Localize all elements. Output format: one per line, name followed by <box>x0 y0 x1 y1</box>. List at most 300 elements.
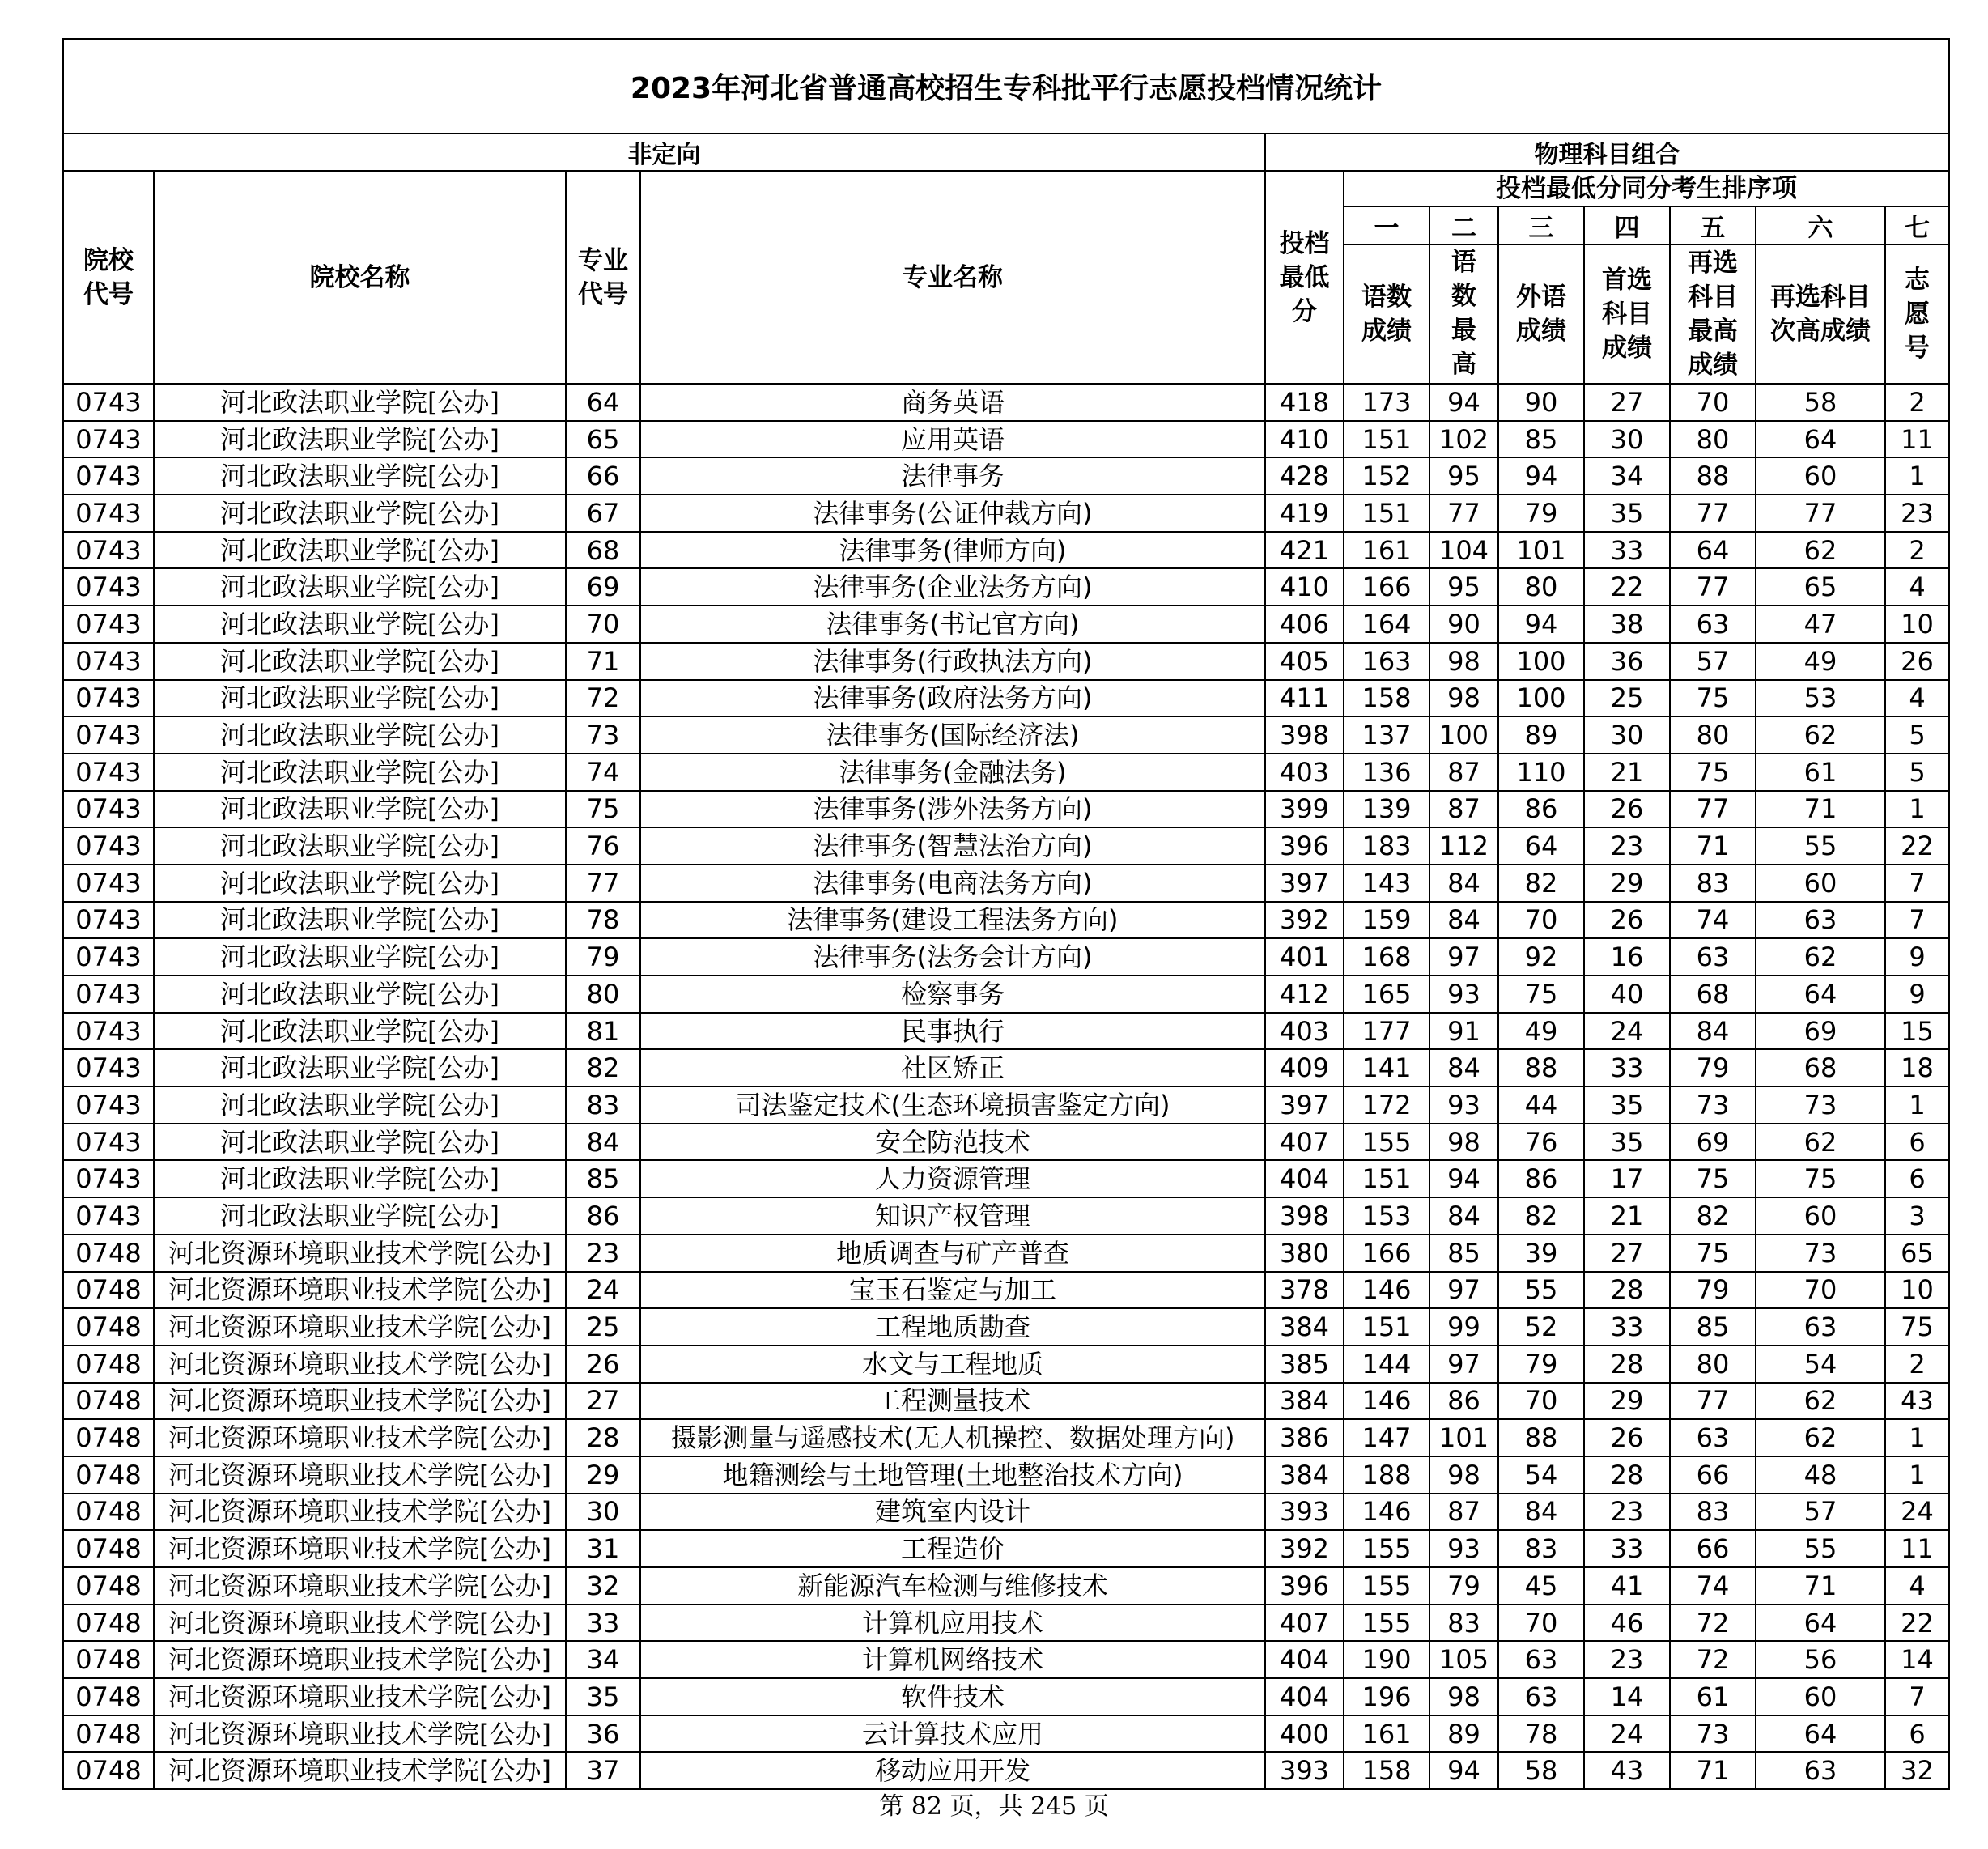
table-row <box>63 1049 1949 1086</box>
cell-school-code: 0748 <box>63 1494 154 1531</box>
cell-reelect-max-score: 57 <box>1670 643 1756 680</box>
cell-min-score: 428 <box>1265 457 1344 495</box>
cell-preference-number: 5 <box>1885 754 1949 791</box>
cell-preference-number: 2 <box>1885 532 1949 569</box>
cell-major-name: 移动应用开发 <box>640 1752 1265 1789</box>
cell-major-code: 24 <box>566 1272 640 1309</box>
cell-reelect-second-score: 47 <box>1756 606 1885 643</box>
cell-major-name: 民事执行 <box>640 1013 1265 1050</box>
cell-school-code: 0743 <box>63 384 154 421</box>
cell-school-name: 河北资源环境职业技术学院[公办] <box>154 1419 566 1456</box>
table-row <box>63 1124 1949 1161</box>
cell-major-name: 安全防范技术 <box>640 1124 1265 1161</box>
header-min-score: 投档最低分 <box>1265 171 1344 384</box>
table-row <box>63 791 1949 828</box>
cell-reelect-second-score: 63 <box>1756 1752 1885 1789</box>
cell-school-name: 河北政法职业学院[公办] <box>154 606 566 643</box>
cell-min-score: 410 <box>1265 421 1344 458</box>
cell-min-score: 407 <box>1265 1124 1344 1161</box>
cell-school-code: 0743 <box>63 1197 154 1235</box>
cell-school-code: 0743 <box>63 1086 154 1124</box>
cell-school-name: 河北资源环境职业技术学院[公办] <box>154 1308 566 1345</box>
cell-chinese-math-score: 152 <box>1344 457 1429 495</box>
header-sub-7: 志愿号 <box>1885 244 1949 384</box>
cell-foreign-lang-score: 100 <box>1498 680 1584 717</box>
cell-chinese-math-score: 163 <box>1344 643 1429 680</box>
cell-first-subject-score: 22 <box>1584 568 1670 606</box>
cell-reelect-second-score: 64 <box>1756 976 1885 1013</box>
table-row <box>63 1013 1949 1050</box>
cell-reelect-max-score: 70 <box>1670 384 1756 421</box>
cell-chinese-math-max: 98 <box>1429 680 1498 717</box>
cell-chinese-math-max: 93 <box>1429 1530 1498 1567</box>
cell-school-name: 河北政法职业学院[公办] <box>154 791 566 828</box>
cell-preference-number: 7 <box>1885 1678 1949 1715</box>
cell-chinese-math-score: 155 <box>1344 1124 1429 1161</box>
cell-chinese-math-max: 93 <box>1429 1086 1498 1124</box>
cell-chinese-math-max: 79 <box>1429 1567 1498 1605</box>
table-row <box>63 1272 1949 1309</box>
cell-first-subject-score: 23 <box>1584 1641 1670 1678</box>
cell-reelect-max-score: 68 <box>1670 976 1756 1013</box>
cell-min-score: 386 <box>1265 1419 1344 1456</box>
cell-foreign-lang-score: 78 <box>1498 1715 1584 1753</box>
cell-major-code: 25 <box>566 1308 640 1345</box>
table-row <box>63 532 1949 569</box>
cell-major-name: 工程测量技术 <box>640 1383 1265 1420</box>
cell-school-name: 河北政法职业学院[公办] <box>154 754 566 791</box>
cell-chinese-math-max: 77 <box>1429 495 1498 532</box>
cell-preference-number: 14 <box>1885 1641 1949 1678</box>
cell-chinese-math-max: 98 <box>1429 1456 1498 1494</box>
cell-first-subject-score: 28 <box>1584 1272 1670 1309</box>
cell-chinese-math-max: 100 <box>1429 716 1498 754</box>
cell-chinese-math-score: 151 <box>1344 421 1429 458</box>
cell-major-name: 法律事务(国际经济法) <box>640 716 1265 754</box>
cell-min-score: 405 <box>1265 643 1344 680</box>
cell-school-code: 0748 <box>63 1715 154 1753</box>
cell-school-code: 0743 <box>63 1124 154 1161</box>
cell-reelect-max-score: 75 <box>1670 754 1756 791</box>
cell-major-code: 23 <box>566 1235 640 1272</box>
cell-school-code: 0748 <box>63 1419 154 1456</box>
cell-foreign-lang-score: 86 <box>1498 1160 1584 1197</box>
cell-first-subject-score: 17 <box>1584 1160 1670 1197</box>
cell-reelect-max-score: 69 <box>1670 1124 1756 1161</box>
cell-major-code: 82 <box>566 1049 640 1086</box>
admission-table <box>62 38 1950 1790</box>
cell-chinese-math-score: 190 <box>1344 1641 1429 1678</box>
cell-preference-number: 11 <box>1885 1530 1949 1567</box>
cell-major-code: 71 <box>566 643 640 680</box>
cell-major-code: 67 <box>566 495 640 532</box>
cell-foreign-lang-score: 100 <box>1498 643 1584 680</box>
cell-chinese-math-score: 166 <box>1344 1235 1429 1272</box>
table-row <box>63 680 1949 717</box>
cell-first-subject-score: 24 <box>1584 1715 1670 1753</box>
cell-preference-number: 4 <box>1885 1567 1949 1605</box>
table-row <box>63 1752 1949 1789</box>
cell-foreign-lang-score: 90 <box>1498 384 1584 421</box>
cell-reelect-max-score: 79 <box>1670 1049 1756 1086</box>
report-page <box>62 38 1948 1790</box>
cell-school-name: 河北政法职业学院[公办] <box>154 976 566 1013</box>
cell-chinese-math-max: 98 <box>1429 643 1498 680</box>
table-row <box>63 1308 1949 1345</box>
cell-reelect-second-score: 65 <box>1756 568 1885 606</box>
cell-chinese-math-score: 164 <box>1344 606 1429 643</box>
cell-min-score: 392 <box>1265 902 1344 939</box>
cell-foreign-lang-score: 84 <box>1498 1494 1584 1531</box>
cell-school-name: 河北政法职业学院[公办] <box>154 384 566 421</box>
cell-min-score: 385 <box>1265 1345 1344 1383</box>
cell-chinese-math-score: 143 <box>1344 865 1429 902</box>
cell-chinese-math-score: 161 <box>1344 532 1429 569</box>
cell-foreign-lang-score: 58 <box>1498 1752 1584 1789</box>
cell-school-name: 河北资源环境职业技术学院[公办] <box>154 1678 566 1715</box>
cell-major-name: 应用英语 <box>640 421 1265 458</box>
cell-foreign-lang-score: 64 <box>1498 827 1584 865</box>
cell-first-subject-score: 28 <box>1584 1345 1670 1383</box>
cell-foreign-lang-score: 82 <box>1498 1197 1584 1235</box>
cell-school-name: 河北政法职业学院[公办] <box>154 716 566 754</box>
cell-major-code: 84 <box>566 1124 640 1161</box>
cell-reelect-second-score: 68 <box>1756 1049 1885 1086</box>
cell-school-code: 0748 <box>63 1235 154 1272</box>
cell-school-name: 河北政法职业学院[公办] <box>154 1013 566 1050</box>
cell-major-code: 30 <box>566 1494 640 1531</box>
table-row <box>63 1086 1949 1124</box>
cell-foreign-lang-score: 76 <box>1498 1124 1584 1161</box>
cell-preference-number: 10 <box>1885 1272 1949 1309</box>
cell-reelect-max-score: 79 <box>1670 1272 1756 1309</box>
cell-preference-number: 32 <box>1885 1752 1949 1789</box>
cell-chinese-math-score: 188 <box>1344 1456 1429 1494</box>
cell-first-subject-score: 35 <box>1584 495 1670 532</box>
cell-reelect-max-score: 72 <box>1670 1641 1756 1678</box>
cell-school-name: 河北政法职业学院[公办] <box>154 1086 566 1124</box>
table-row <box>63 938 1949 976</box>
cell-foreign-lang-score: 101 <box>1498 532 1584 569</box>
cell-chinese-math-max: 89 <box>1429 1715 1498 1753</box>
table-row <box>63 643 1949 680</box>
cell-first-subject-score: 41 <box>1584 1567 1670 1605</box>
cell-school-code: 0743 <box>63 865 154 902</box>
table-row <box>63 1383 1949 1420</box>
cell-school-name: 河北政法职业学院[公办] <box>154 680 566 717</box>
cell-reelect-second-score: 62 <box>1756 938 1885 976</box>
cell-school-code: 0748 <box>63 1605 154 1642</box>
cell-school-code: 0748 <box>63 1308 154 1345</box>
cell-school-name: 河北政法职业学院[公办] <box>154 568 566 606</box>
cell-min-score: 399 <box>1265 791 1344 828</box>
cell-major-name: 水文与工程地质 <box>640 1345 1265 1383</box>
cell-school-name: 河北政法职业学院[公办] <box>154 1197 566 1235</box>
cell-reelect-max-score: 63 <box>1670 938 1756 976</box>
cell-school-code: 0743 <box>63 1049 154 1086</box>
cell-major-name: 云计算技术应用 <box>640 1715 1265 1753</box>
cell-first-subject-score: 30 <box>1584 716 1670 754</box>
cell-school-name: 河北政法职业学院[公办] <box>154 902 566 939</box>
cell-chinese-math-score: 151 <box>1344 495 1429 532</box>
cell-first-subject-score: 25 <box>1584 680 1670 717</box>
cell-school-name: 河北资源环境职业技术学院[公办] <box>154 1345 566 1383</box>
cell-first-subject-score: 28 <box>1584 1456 1670 1494</box>
cell-foreign-lang-score: 70 <box>1498 1605 1584 1642</box>
cell-preference-number: 65 <box>1885 1235 1949 1272</box>
page-footer: 第 82 页，共 245 页 <box>879 1792 1109 1821</box>
cell-chinese-math-score: 141 <box>1344 1049 1429 1086</box>
cell-min-score: 404 <box>1265 1678 1344 1715</box>
cell-preference-number: 5 <box>1885 716 1949 754</box>
cell-first-subject-score: 26 <box>1584 902 1670 939</box>
cell-reelect-second-score: 48 <box>1756 1456 1885 1494</box>
cell-chinese-math-max: 98 <box>1429 1124 1498 1161</box>
cell-first-subject-score: 23 <box>1584 827 1670 865</box>
cell-preference-number: 2 <box>1885 1345 1949 1383</box>
cell-foreign-lang-score: 63 <box>1498 1678 1584 1715</box>
cell-school-name: 河北政法职业学院[公办] <box>154 938 566 976</box>
cell-reelect-max-score: 83 <box>1670 865 1756 902</box>
cell-preference-number: 1 <box>1885 1086 1949 1124</box>
cell-min-score: 384 <box>1265 1456 1344 1494</box>
cell-foreign-lang-score: 75 <box>1498 976 1584 1013</box>
cell-school-code: 0743 <box>63 421 154 458</box>
table-row <box>63 1530 1949 1567</box>
cell-reelect-second-score: 60 <box>1756 865 1885 902</box>
cell-chinese-math-score: 146 <box>1344 1383 1429 1420</box>
cell-major-name: 法律事务(电商法务方向) <box>640 865 1265 902</box>
header-sub-3: 外语成绩 <box>1498 244 1584 384</box>
cell-chinese-math-max: 84 <box>1429 865 1498 902</box>
cell-chinese-math-max: 87 <box>1429 754 1498 791</box>
cell-school-code: 0748 <box>63 1456 154 1494</box>
cell-major-code: 75 <box>566 791 640 828</box>
cell-major-code: 80 <box>566 976 640 1013</box>
cell-chinese-math-score: 196 <box>1344 1678 1429 1715</box>
cell-reelect-second-score: 49 <box>1756 643 1885 680</box>
cell-preference-number: 7 <box>1885 865 1949 902</box>
cell-major-name: 宝玉石鉴定与加工 <box>640 1272 1265 1309</box>
cell-major-name: 知识产权管理 <box>640 1197 1265 1235</box>
cell-reelect-second-score: 61 <box>1756 754 1885 791</box>
cell-chinese-math-score: 173 <box>1344 384 1429 421</box>
cell-reelect-max-score: 80 <box>1670 716 1756 754</box>
cell-first-subject-score: 21 <box>1584 1197 1670 1235</box>
cell-chinese-math-max: 99 <box>1429 1308 1498 1345</box>
cell-first-subject-score: 43 <box>1584 1752 1670 1789</box>
cell-reelect-max-score: 77 <box>1670 495 1756 532</box>
cell-reelect-max-score: 88 <box>1670 457 1756 495</box>
cell-school-name: 河北资源环境职业技术学院[公办] <box>154 1715 566 1753</box>
table-row <box>63 606 1949 643</box>
cell-first-subject-score: 21 <box>1584 754 1670 791</box>
cell-reelect-max-score: 61 <box>1670 1678 1756 1715</box>
cell-foreign-lang-score: 79 <box>1498 1345 1584 1383</box>
cell-major-code: 65 <box>566 421 640 458</box>
cell-min-score: 397 <box>1265 865 1344 902</box>
cell-min-score: 411 <box>1265 680 1344 717</box>
cell-chinese-math-score: 146 <box>1344 1494 1429 1531</box>
cell-first-subject-score: 30 <box>1584 421 1670 458</box>
cell-min-score: 404 <box>1265 1160 1344 1197</box>
cell-min-score: 393 <box>1265 1494 1344 1531</box>
header-major-code: 专业代号 <box>566 171 640 384</box>
cell-preference-number: 4 <box>1885 680 1949 717</box>
cell-first-subject-score: 33 <box>1584 1049 1670 1086</box>
cell-reelect-second-score: 71 <box>1756 791 1885 828</box>
header-school-name: 院校名称 <box>154 171 566 384</box>
cell-major-name: 社区矫正 <box>640 1049 1265 1086</box>
cell-school-name: 河北政法职业学院[公办] <box>154 643 566 680</box>
cell-first-subject-score: 26 <box>1584 1419 1670 1456</box>
cell-first-subject-score: 27 <box>1584 384 1670 421</box>
cell-chinese-math-score: 144 <box>1344 1345 1429 1383</box>
cell-foreign-lang-score: 49 <box>1498 1013 1584 1050</box>
cell-first-subject-score: 27 <box>1584 1235 1670 1272</box>
cell-min-score: 398 <box>1265 1197 1344 1235</box>
cell-school-name: 河北政法职业学院[公办] <box>154 1160 566 1197</box>
cell-chinese-math-max: 87 <box>1429 791 1498 828</box>
cell-foreign-lang-score: 55 <box>1498 1272 1584 1309</box>
cell-school-name: 河北资源环境职业技术学院[公办] <box>154 1752 566 1789</box>
cell-major-name: 工程地质勘查 <box>640 1308 1265 1345</box>
cell-preference-number: 11 <box>1885 421 1949 458</box>
cell-min-score: 406 <box>1265 606 1344 643</box>
cell-foreign-lang-score: 39 <box>1498 1235 1584 1272</box>
cell-min-score: 380 <box>1265 1235 1344 1272</box>
cell-major-code: 32 <box>566 1567 640 1605</box>
cell-foreign-lang-score: 70 <box>1498 1383 1584 1420</box>
cell-min-score: 404 <box>1265 1641 1344 1678</box>
cell-major-code: 64 <box>566 384 640 421</box>
header-major-name: 专业名称 <box>640 171 1265 384</box>
cell-school-code: 0743 <box>63 938 154 976</box>
cell-major-code: 66 <box>566 457 640 495</box>
table-row <box>63 902 1949 939</box>
cell-reelect-second-score: 69 <box>1756 1013 1885 1050</box>
header-order-7: 七 <box>1885 206 1949 244</box>
header-order-1: 一 <box>1344 206 1429 244</box>
table-row <box>63 1494 1949 1531</box>
cell-major-code: 85 <box>566 1160 640 1197</box>
cell-major-name: 商务英语 <box>640 384 1265 421</box>
cell-reelect-second-score: 71 <box>1756 1567 1885 1605</box>
cell-preference-number: 6 <box>1885 1124 1949 1161</box>
cell-school-name: 河北政法职业学院[公办] <box>154 457 566 495</box>
cell-foreign-lang-score: 89 <box>1498 716 1584 754</box>
table-row <box>63 1419 1949 1456</box>
cell-first-subject-score: 35 <box>1584 1124 1670 1161</box>
cell-school-name: 河北资源环境职业技术学院[公办] <box>154 1605 566 1642</box>
cell-min-score: 393 <box>1265 1752 1344 1789</box>
cell-reelect-second-score: 60 <box>1756 1197 1885 1235</box>
cell-school-code: 0748 <box>63 1752 154 1789</box>
cell-school-name: 河北资源环境职业技术学院[公办] <box>154 1272 566 1309</box>
cell-min-score: 384 <box>1265 1308 1344 1345</box>
cell-chinese-math-max: 84 <box>1429 1197 1498 1235</box>
cell-preference-number: 7 <box>1885 902 1949 939</box>
cell-reelect-max-score: 63 <box>1670 606 1756 643</box>
cell-reelect-second-score: 55 <box>1756 1530 1885 1567</box>
cell-chinese-math-max: 94 <box>1429 1160 1498 1197</box>
cell-preference-number: 75 <box>1885 1308 1949 1345</box>
table-row <box>63 976 1949 1013</box>
cell-major-name: 法律事务(金融法务) <box>640 754 1265 791</box>
cell-chinese-math-score: 151 <box>1344 1308 1429 1345</box>
cell-chinese-math-score: 155 <box>1344 1605 1429 1642</box>
table-row <box>63 495 1949 532</box>
cell-preference-number: 1 <box>1885 1456 1949 1494</box>
cell-major-name: 法律事务(涉外法务方向) <box>640 791 1265 828</box>
cell-preference-number: 9 <box>1885 976 1949 1013</box>
cell-foreign-lang-score: 44 <box>1498 1086 1584 1124</box>
cell-major-code: 72 <box>566 680 640 717</box>
cell-min-score: 378 <box>1265 1272 1344 1309</box>
cell-foreign-lang-score: 94 <box>1498 606 1584 643</box>
table-row <box>63 1345 1949 1383</box>
cell-major-code: 34 <box>566 1641 640 1678</box>
cell-foreign-lang-score: 88 <box>1498 1049 1584 1086</box>
cell-foreign-lang-score: 82 <box>1498 865 1584 902</box>
cell-school-code: 0748 <box>63 1530 154 1567</box>
cell-major-name: 检察事务 <box>640 976 1265 1013</box>
cell-reelect-max-score: 73 <box>1670 1715 1756 1753</box>
cell-chinese-math-max: 84 <box>1429 902 1498 939</box>
cell-chinese-math-max: 102 <box>1429 421 1498 458</box>
cell-chinese-math-score: 151 <box>1344 1160 1429 1197</box>
cell-preference-number: 2 <box>1885 384 1949 421</box>
table-row <box>63 1715 1949 1753</box>
header-sub-1: 语数成绩 <box>1344 244 1429 384</box>
cell-school-code: 0743 <box>63 754 154 791</box>
cell-chinese-math-score: 136 <box>1344 754 1429 791</box>
cell-first-subject-score: 24 <box>1584 1013 1670 1050</box>
header-school-code: 院校代号 <box>63 171 154 384</box>
cell-school-name: 河北资源环境职业技术学院[公办] <box>154 1494 566 1531</box>
cell-reelect-max-score: 64 <box>1670 532 1756 569</box>
cell-foreign-lang-score: 110 <box>1498 754 1584 791</box>
cell-reelect-max-score: 82 <box>1670 1197 1756 1235</box>
cell-preference-number: 24 <box>1885 1494 1949 1531</box>
header-sub-5: 再选科目最高成绩 <box>1670 244 1756 384</box>
cell-major-name: 地质调查与矿产普查 <box>640 1235 1265 1272</box>
cell-first-subject-score: 33 <box>1584 1530 1670 1567</box>
cell-chinese-math-max: 105 <box>1429 1641 1498 1678</box>
cell-preference-number: 6 <box>1885 1715 1949 1753</box>
cell-major-name: 法律事务(书记官方向) <box>640 606 1265 643</box>
cell-chinese-math-max: 98 <box>1429 1678 1498 1715</box>
cell-chinese-math-max: 97 <box>1429 1272 1498 1309</box>
cell-major-code: 35 <box>566 1678 640 1715</box>
cell-min-score: 401 <box>1265 938 1344 976</box>
cell-preference-number: 22 <box>1885 1605 1949 1642</box>
cell-chinese-math-max: 85 <box>1429 1235 1498 1272</box>
cell-chinese-math-score: 165 <box>1344 976 1429 1013</box>
cell-foreign-lang-score: 94 <box>1498 457 1584 495</box>
cell-chinese-math-score: 172 <box>1344 1086 1429 1124</box>
header-order-6: 六 <box>1756 206 1885 244</box>
table-row <box>63 1235 1949 1272</box>
cell-reelect-second-score: 55 <box>1756 827 1885 865</box>
cell-major-code: 31 <box>566 1530 640 1567</box>
cell-min-score: 418 <box>1265 384 1344 421</box>
cell-preference-number: 10 <box>1885 606 1949 643</box>
cell-first-subject-score: 38 <box>1584 606 1670 643</box>
cell-first-subject-score: 29 <box>1584 865 1670 902</box>
cell-school-code: 0743 <box>63 716 154 754</box>
cell-school-code: 0748 <box>63 1383 154 1420</box>
